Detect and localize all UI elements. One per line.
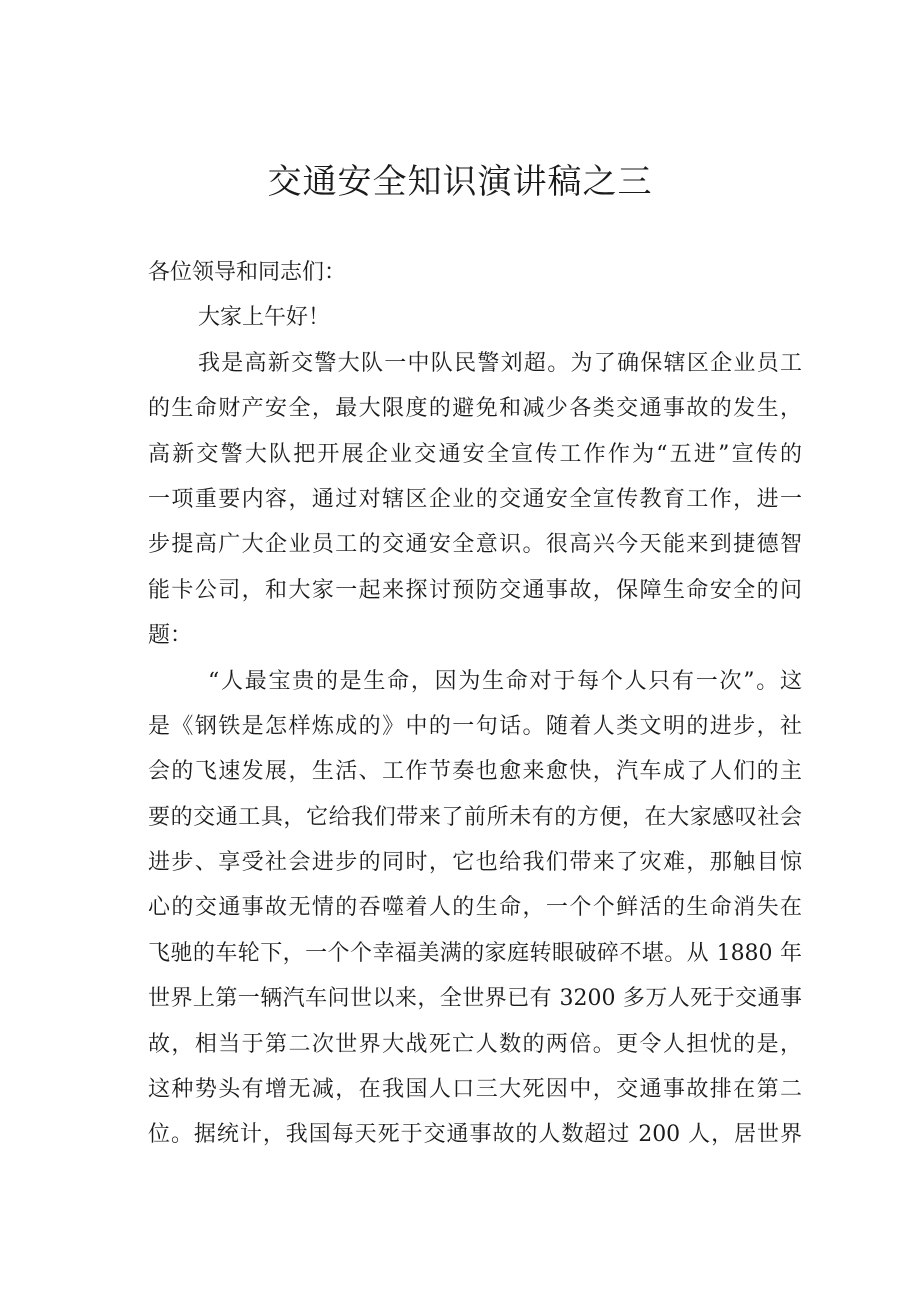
paragraph-2-line: “人最宝贵的是生命，因为生命对于每个人只有一次”。这: [208, 668, 802, 694]
paragraph-2-line: 进步、享受社会进步的同时，它也给我们带来了灾难，那触目惊: [148, 850, 802, 876]
greeting: 大家上午好！: [198, 305, 331, 331]
paragraph-2-line: 这种势头有增无减，在我国人口三大死因中，交通事故排在第二: [148, 1077, 802, 1103]
salutation: 各位领导和同志们：: [148, 260, 347, 285]
paragraph-2-line: 世界上第一辆汽车问世以来，全世界已有 3200 多万人死于交通事: [148, 986, 802, 1012]
paragraph-1-line: 我是高新交警大队一中队民警刘超。为了确保辖区企业员工: [198, 350, 802, 376]
paragraph-2-line: 心的交通事故无情的吞噬着人的生命，一个个鲜活的生命消失在: [148, 895, 802, 921]
paragraph-1-line: 题：: [148, 623, 193, 649]
paragraph-2-line: 故，相当于第二次世界大战死亡人数的两倍。更令人担忧的是，: [148, 1031, 802, 1057]
paragraph-2-line: 是《钢铁是怎样炼成的》中的一句话。随着人类文明的进步，社: [148, 713, 802, 739]
paragraph-1-line: 一项重要内容，通过对辖区企业的交通安全宣传教育工作，进一: [148, 486, 802, 512]
paragraph-2-line: 飞驰的车轮下，一个个幸福美满的家庭转眼破碎不堪。从 1880 年: [148, 940, 802, 966]
paragraph-1-line: 高新交警大队把开展企业交通安全宣传工作作为“五进”宣传的: [148, 441, 802, 467]
document-body: [148, 250, 802, 1158]
paragraph-2-line: 会的飞速发展，生活、工作节奏也愈来愈快，汽车成了人们的主: [148, 759, 802, 785]
paragraph-1-line: 步提高广大企业员工的交通安全意识。很高兴今天能来到捷德智: [148, 532, 802, 558]
paragraph-2-line: 位。据统计，我国每天死于交通事故的人数超过 200 人，居世界: [148, 1122, 802, 1148]
paragraph-1-line: 能卡公司，和大家一起来探讨预防交通事故，保障生命安全的问: [148, 577, 802, 603]
document-title: 交通安全知识演讲稿之三: [267, 162, 653, 202]
paragraph-1-line: 的生命财产安全，最大限度的避免和减少各类交通事故的发生，: [148, 396, 802, 422]
paragraph-2-line: 要的交通工具，它给我们带来了前所未有的方便，在大家感叹社会: [148, 804, 802, 830]
